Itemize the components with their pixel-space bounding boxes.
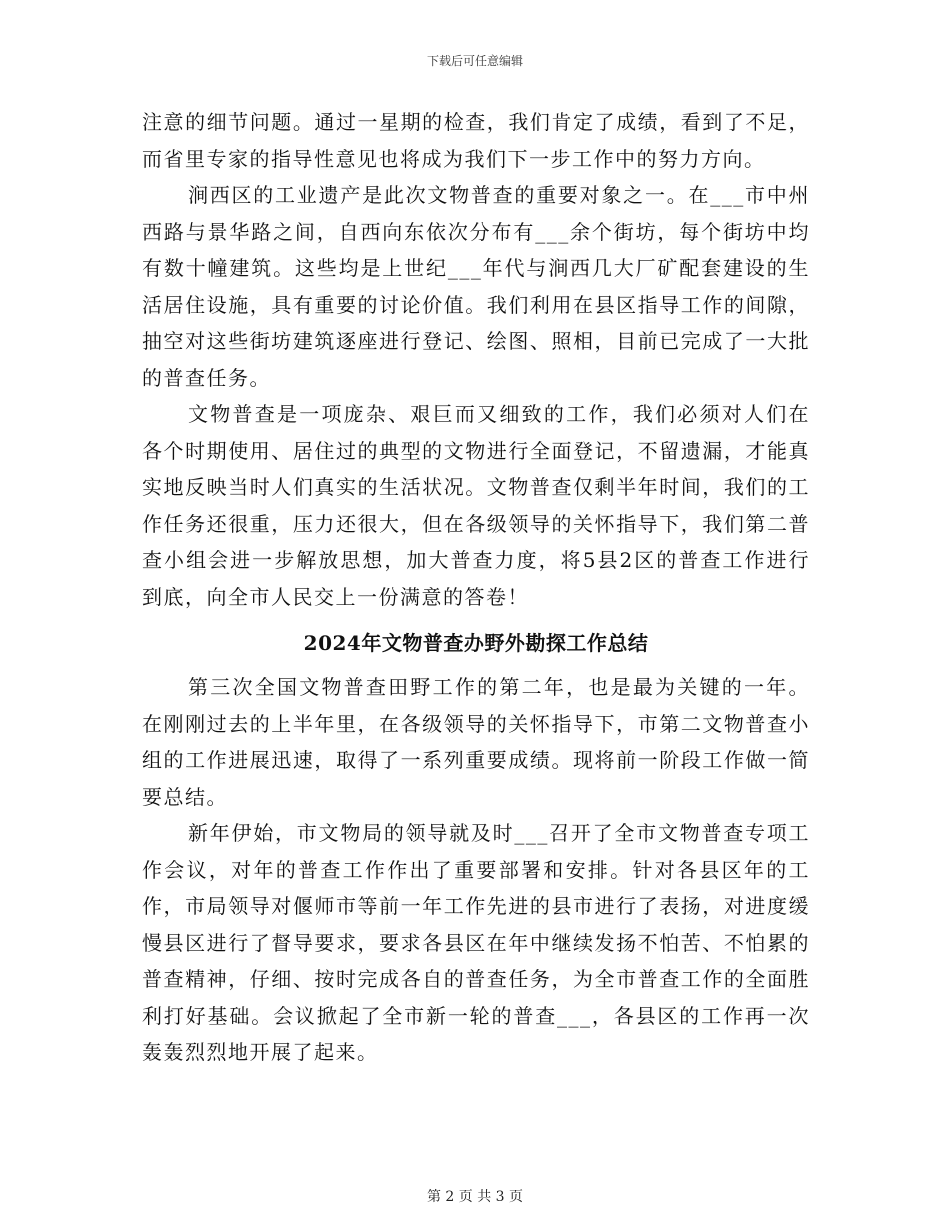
header-note: 下载后可任意编辑: [426, 54, 523, 68]
section-title: 2024年文物普查办野外勘探工作总结: [303, 631, 649, 655]
document-body: [142, 104, 810, 1071]
page-number-footer: 第 2 页 共 3 页: [426, 1189, 524, 1205]
paragraph-continuation: 注意的细节问题。通过一星期的检查，我们肯定了成绩，看到了不足，而省里专家的指导性意见也将成为我们下一步工作中的努力方向。: [142, 110, 810, 171]
paragraph-survey-work: 文物普查是一项庞杂、艰巨而又细致的工作，我们必须对人们在各个时期使用、居住过的典型的文物进行全面登记，不留遗漏，才能真实地反映当时人们真实的生活状况。文物普查仅剩半年时间，我们的工作任务还很重，压力还很大，但在各级领导的关怀指导下，我们第二普查小组会进一步解放思想，加大普查力度，将5县2区的普查工作进行到底，向全市人民交上一份满意的答卷！: [142, 402, 810, 609]
paragraph-new-year-meeting: 新年伊始，市文物局的领导就及时___召开了全市文物普查专项工作会议，对年的普查工作作出了重要部署和安排。针对各县区年的工作，市局领导对偃师市等前一年工作先进的县市进行了表扬，对进度缓慢县区进行了督导要求，要求各县区在年中继续发扬不怕苦、不怕累的普查精神，仔细、按时完成各自的普查任务，为全市普查工作的全面胜利打好基础。会议掀起了全市新一轮的普查___，各县区的工作再一次轰轰烈烈地开展了起来。: [142, 821, 810, 1064]
paragraph-industrial-heritage: 涧西区的工业遗产是此次文物普查的重要对象之一。在___市中州西路与景华路之间，自西向东依次分布有___余个街坊，每个街坊中均有数十幢建筑。这些均是上世纪___年代与涧西几大厂矿配套建设的生活居住设施，具有重要的讨论价值。我们利用在县区指导工作的间隙，抽空对这些街坊建筑逐座进行登记、绘图、照相，目前已完成了一大批的普查任务。: [142, 183, 810, 390]
paragraph-summary-intro: 第三次全国文物普查田野工作的第二年，也是最为关键的一年。在刚刚过去的上半年里，在各级领导的关怀指导下，市第二文物普查小组的工作进展迅速，取得了一系列重要成绩。现将前一阶段工作做一简要总结。: [142, 675, 810, 809]
